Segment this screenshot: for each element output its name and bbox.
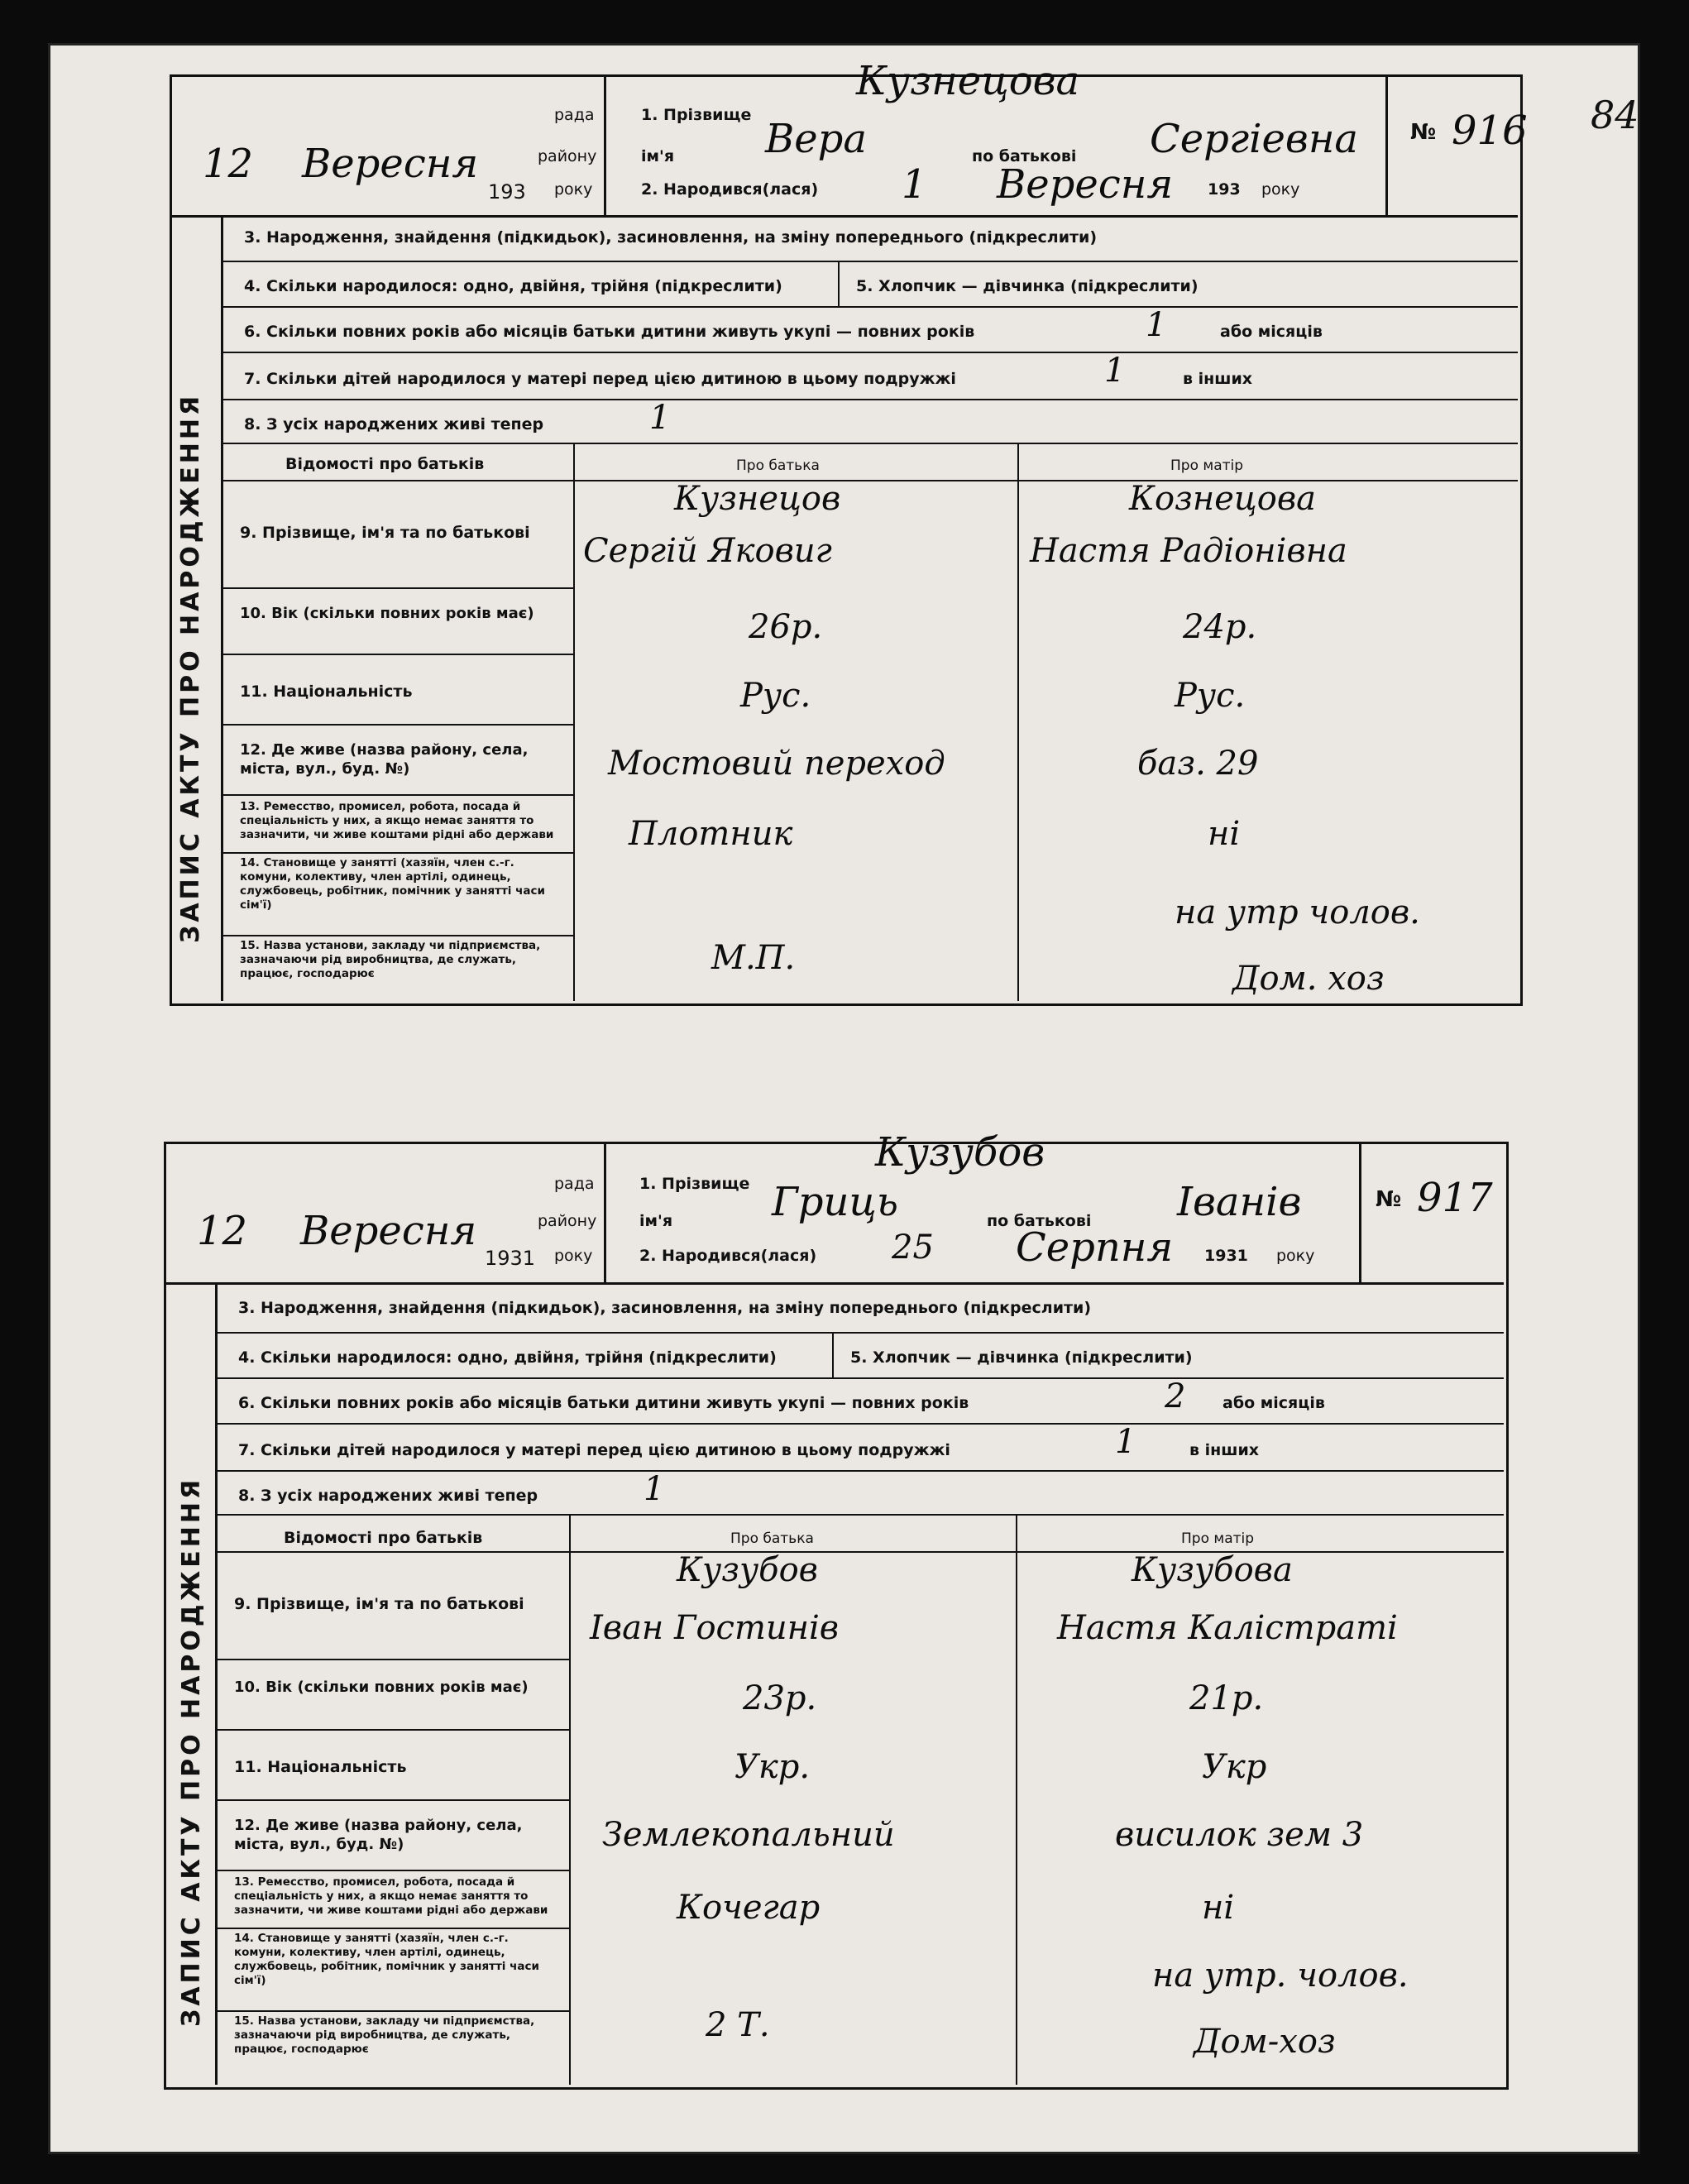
label-born: 2. Народився(лася) <box>641 180 819 199</box>
label-q11: 11. Національність <box>234 1758 407 1776</box>
label-mother: Про матір <box>1181 1530 1255 1547</box>
label-father: Про батька <box>736 457 820 474</box>
label-q7b: в інших <box>1183 370 1253 388</box>
father-address: Мостовий переход <box>608 745 945 783</box>
birth-day: 1 <box>902 161 927 208</box>
child-name: Вера <box>765 116 868 162</box>
label-q6b: або місяців <box>1220 323 1323 341</box>
father-workplace: М.П. <box>711 939 796 977</box>
label-q8: 8. З усіх народжених живі тепер <box>244 415 544 433</box>
father-age: 23р. <box>743 1679 817 1717</box>
father-address: Землекопальний <box>602 1816 895 1854</box>
label-number: № <box>1410 120 1437 145</box>
label-q6: 6. Скільки повних років або місяців батьки дитини живуть укупі — повних років <box>238 1394 969 1412</box>
label-q7b: в інших <box>1189 1441 1260 1459</box>
father-given: Сергій Яковиг <box>583 532 832 570</box>
label-q4: 4. Скільки народилося: одно, двійня, трійня (підкреслити) <box>244 277 782 295</box>
birth-month: Серпня <box>1016 1224 1174 1271</box>
alive-now: 1 <box>644 1470 665 1508</box>
record-number: 916 <box>1452 108 1528 154</box>
mother-address: висилок зем 3 <box>1115 1816 1364 1854</box>
mother-address: баз. 29 <box>1137 745 1259 783</box>
label-rada: рада <box>554 1175 595 1193</box>
label-patronymic: по батькові <box>987 1212 1092 1230</box>
children-before: 1 <box>1115 1423 1136 1461</box>
birth-year: 1931 <box>1204 1247 1248 1265</box>
child-surname: Кузубов <box>875 1129 1045 1176</box>
father-nationality: Рус. <box>740 677 811 715</box>
mother-occupation: ні <box>1208 815 1241 853</box>
mother-nationality: Укр <box>1202 1748 1267 1786</box>
mother-status: на утр чолов. <box>1175 893 1420 932</box>
father-nationality: Укр. <box>734 1748 811 1786</box>
label-q9: 9. Прізвище, ім'я та по батькові <box>240 524 530 542</box>
label-roku-2: року <box>1261 180 1300 199</box>
label-q3: 3. Народження, знайдення (підкидьок), засиновлення, на зміну попереднього (підкреслити) <box>244 228 1098 247</box>
children-before: 1 <box>1104 352 1126 390</box>
record-number: 917 <box>1417 1175 1493 1221</box>
father-surname: Кузнецов <box>674 480 841 518</box>
father-age: 26р. <box>749 608 823 646</box>
label-q12: 12. Де живе (назва району, села, міста, вул., буд. №) <box>240 741 529 778</box>
registration-month: Вересня <box>300 1208 477 1254</box>
label-q7: 7. Скільки дітей народилося у матері перед цією дитиною в цьому подружжі <box>238 1441 950 1459</box>
label-raionu: району <box>538 147 597 165</box>
birth-day: 25 <box>892 1228 934 1267</box>
label-rada: рада <box>554 106 595 124</box>
child-patronymic: Іванів <box>1177 1179 1302 1225</box>
label-name: ім'я <box>639 1212 673 1230</box>
label-q3: 3. Народження, знайдення (підкидьок), засиновлення, на зміну попереднього (підкреслити) <box>238 1299 1092 1317</box>
label-raionu: району <box>538 1212 597 1230</box>
mother-workplace: Дом-хоз <box>1194 2023 1336 2061</box>
label-roku: року <box>554 1247 593 1265</box>
label-q15: 15. Назва установи, закладу чи підприємства, зазначаючи рід виробництва, де служать, працює, господарює <box>234 2014 535 2056</box>
label-q12: 12. Де живе (назва району, села, міста, вул., буд. №) <box>234 1817 523 1853</box>
label-q9: 9. Прізвище, ім'я та по батькові <box>234 1595 524 1613</box>
mother-occupation: ні <box>1202 1889 1235 1927</box>
label-q5: 5. Хлопчик — дівчинка (підкреслити) <box>850 1348 1193 1367</box>
label-q6: 6. Скільки повних років або місяців батьки дитини живуть укупі — повних років <box>244 323 975 341</box>
child-name: Гриць <box>772 1179 899 1225</box>
label-roku-2: року <box>1276 1247 1315 1265</box>
mother-given: Настя Радіонівна <box>1030 532 1347 570</box>
label-q10: 10. Вік (скільки повних років має) <box>240 605 534 622</box>
label-q8: 8. З усіх народжених живі тепер <box>238 1487 538 1505</box>
page-number-mark: 84 <box>1591 93 1639 137</box>
label-surname: 1. Прізвище <box>639 1175 750 1193</box>
years-together: 2 <box>1165 1377 1186 1415</box>
registration-year: 1931 <box>485 1247 536 1270</box>
label-q6b: або місяців <box>1222 1394 1325 1412</box>
father-occupation: Кочегар <box>677 1889 821 1927</box>
alive-now: 1 <box>649 399 671 437</box>
child-patronymic: Сергіевна <box>1150 116 1359 162</box>
mother-surname: Кузубова <box>1132 1551 1293 1589</box>
label-parents: Відомості про батьків <box>285 455 485 473</box>
registration-month: Вересня <box>302 141 479 187</box>
label-born: 2. Народився(лася) <box>639 1247 817 1265</box>
label-name: ім'я <box>641 147 675 165</box>
years-together: 1 <box>1146 306 1167 344</box>
label-patronymic: по батькові <box>972 147 1077 165</box>
label-q7: 7. Скільки дітей народилося у матері перед цією дитиною в цьому подружжі <box>244 370 956 388</box>
father-surname: Кузубов <box>677 1551 818 1589</box>
mother-age: 24р. <box>1183 608 1257 646</box>
label-q4: 4. Скільки народилося: одно, двійня, трійня (підкреслити) <box>238 1348 777 1367</box>
label-q14: 14. Становище у занятті (хазяїн, член с.-г. комуни, колективу, член артілі, одинець, службовець, робітник, помічник у занятті часи сім'ї) <box>234 1932 539 1987</box>
label-roku: року <box>554 180 593 199</box>
mother-surname: Кознецова <box>1129 480 1316 518</box>
label-surname: 1. Прізвище <box>641 106 752 124</box>
label-q11: 11. Національність <box>240 682 413 701</box>
label-parents: Відомості про батьків <box>284 1529 483 1547</box>
registration-year: 193 <box>488 180 526 204</box>
birth-month: Вересня <box>997 161 1174 208</box>
birth-year: 193 <box>1208 180 1241 199</box>
vertical-title: ЗАПИС АКТУ ПРО НАРОДЖЕННЯ <box>177 1476 206 2027</box>
label-q14: 14. Становище у занятті (хазяїн, член с.-г. комуни, колективу, член артілі, одинець, службовець, робітник, помічник у занятті часи сім'ї) <box>240 856 545 912</box>
father-occupation: Плотник <box>629 815 793 853</box>
registration-day: 12 <box>197 1208 248 1254</box>
mother-nationality: Рус. <box>1175 677 1246 715</box>
label-q13: 13. Ремесство, промисел, робота, посада й спеціальність у них, а якщо немає заняття то зазначити, чи живе коштами рідні або держави <box>234 1875 548 1917</box>
label-q15: 15. Назва установи, закладу чи підприємства, зазначаючи рід виробництва, де служать, працює, господарює <box>240 939 541 980</box>
vertical-title: ЗАПИС АКТУ ПРО НАРОДЖЕННЯ <box>176 392 205 943</box>
label-mother: Про матір <box>1170 457 1244 474</box>
mother-workplace: Дом. хоз <box>1232 960 1385 998</box>
child-surname: Кузнецова <box>856 58 1080 104</box>
mother-age: 21р. <box>1189 1679 1264 1717</box>
label-q13: 13. Ремесство, промисел, робота, посада й спеціальність у них, а якщо немає заняття то зазначити, чи живе коштами рідні або держави <box>240 800 554 841</box>
mother-given: Настя Калістраті <box>1057 1609 1398 1647</box>
father-workplace: 2 Т. <box>706 2006 770 2044</box>
mother-status: на утр. чолов. <box>1152 1956 1409 1995</box>
label-father: Про батька <box>730 1530 814 1547</box>
registration-day: 12 <box>203 141 254 187</box>
father-given: Іван Гостинів <box>590 1609 840 1647</box>
label-number: № <box>1376 1187 1402 1212</box>
label-q5: 5. Хлопчик — дівчинка (підкреслити) <box>856 277 1199 295</box>
label-q10: 10. Вік (скільки повних років має) <box>234 1679 529 1696</box>
